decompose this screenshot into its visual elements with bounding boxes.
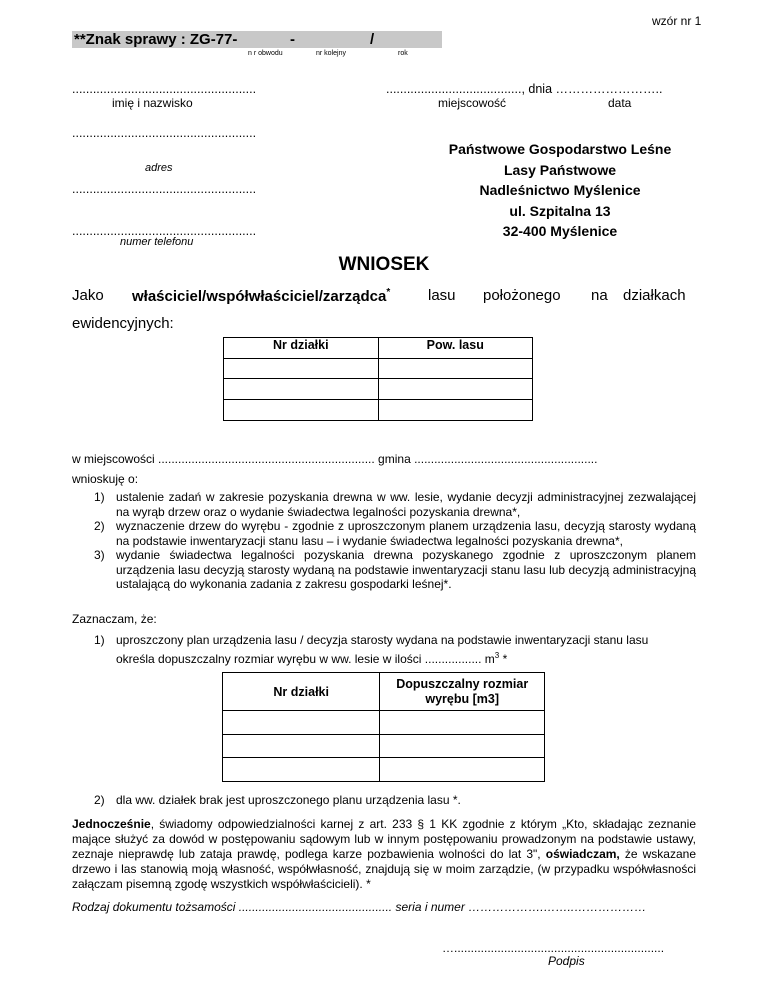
district-label: n r obwodu bbox=[248, 50, 283, 57]
page-title: WNIOSEK bbox=[338, 254, 430, 275]
table-cell[interactable] bbox=[224, 379, 379, 400]
declaration-bold-2: oświadczam, bbox=[545, 847, 620, 861]
intro-word: Jako bbox=[72, 287, 104, 304]
address-label: adres bbox=[145, 162, 173, 174]
table-cell[interactable] bbox=[378, 359, 532, 379]
table-cell[interactable] bbox=[223, 711, 380, 735]
intro-word: lasu bbox=[428, 287, 456, 304]
intro-word: działkach bbox=[623, 287, 686, 304]
template-label: wzór nr 1 bbox=[652, 14, 702, 28]
declaration bbox=[72, 817, 696, 892]
note-intro: Zaznaczam, że: bbox=[72, 612, 157, 626]
item-number: 2) bbox=[94, 519, 105, 533]
name-label: imię i nazwisko bbox=[112, 96, 193, 110]
sequence-label: nr kolejny bbox=[316, 50, 346, 57]
recipient-line: Nadleśnictwo Myślenice bbox=[479, 182, 641, 198]
item-text: wyznaczenie drzew do wyrębu - zgodnie z uproszczonym planem urządzenia lasu, decyzją starosty wydaną na podstawie inwentaryzacji stanu lasu – i wydanie świadectwa legalności pozyskania drewna*, bbox=[116, 519, 696, 548]
list-item bbox=[72, 548, 696, 592]
signature-line[interactable]: …............................................................... bbox=[442, 941, 665, 955]
table-cell[interactable] bbox=[380, 758, 545, 782]
item-text: ustalenie zadań w zakresie pozyskania drewna w ww. lesie, wydanie decyzji administracyjnej zezwalającej na wyrąb drzew oraz o wydanie świadectwa legalności pozyskania drewna*, bbox=[116, 490, 696, 519]
declaration-bold-1: Jednocześnie bbox=[72, 817, 151, 831]
case-number-slash: / bbox=[370, 31, 375, 48]
phone-label: numer telefonu bbox=[120, 236, 194, 248]
table-cell[interactable] bbox=[378, 400, 532, 421]
case-number-prefix: **Znak sprawy : ZG-77- bbox=[74, 31, 238, 48]
phone-line[interactable]: ..................................................... bbox=[72, 224, 257, 238]
address-line-2[interactable]: ..................................................... bbox=[72, 182, 257, 196]
name-line[interactable]: ..................................................... bbox=[72, 82, 257, 96]
table-header: Pow. lasu bbox=[378, 338, 532, 359]
table-cell[interactable] bbox=[223, 758, 380, 782]
list-item bbox=[72, 490, 696, 519]
table-cell[interactable] bbox=[223, 735, 380, 758]
request-intro: wnioskuję o: bbox=[72, 472, 139, 486]
id-series-field[interactable]: ……………….……..……………… bbox=[468, 900, 647, 914]
id-document-label: Rodzaj dokumentu tożsamości bbox=[72, 900, 236, 914]
signature-label: Podpis bbox=[548, 954, 585, 968]
role-text: właściciel/współwłaściciel/zarządca bbox=[132, 288, 387, 305]
id-document-line bbox=[72, 900, 646, 914]
item-number: 3) bbox=[94, 548, 105, 562]
case-number-dash: - bbox=[290, 31, 295, 48]
location-line[interactable]: w miejscowości ................................................................. gmina ....................................................... bbox=[72, 452, 598, 466]
date-label: data bbox=[608, 96, 632, 110]
place-date-line[interactable]: ......................................., dnia …………………….. bbox=[386, 82, 663, 96]
year-label: rok bbox=[398, 50, 408, 57]
address-line-1[interactable]: ..................................................... bbox=[72, 126, 257, 140]
list-item bbox=[72, 519, 696, 548]
recipient-line: Państwowe Gospodarstwo Leśne bbox=[448, 141, 672, 157]
recipient-address bbox=[430, 139, 690, 242]
role-star: * bbox=[386, 287, 391, 298]
place-label: miejscowość bbox=[438, 96, 507, 110]
intro-word: na bbox=[591, 287, 608, 304]
intro-line-2: ewidencyjnych: bbox=[72, 315, 174, 332]
note1-line1: uproszczony plan urządzenia lasu / decyzja starosty wydana na podstawie inwentaryzacji stanu lasu bbox=[116, 633, 649, 647]
item-text: wydanie świadectwa legalności pozyskania drewna pozyskanego zgodnie z uproszczonym planem urządzenia lasu decyzją starosty wydaną na podstawie inwentaryzacji stanu lasu lub decyzją administracyjną ustalającą do wykonania zadania z zakresu gospodarki leśnej*. bbox=[116, 548, 696, 591]
note1-tail: * bbox=[499, 652, 508, 666]
table-cell[interactable] bbox=[378, 379, 532, 400]
note2-number: 2) bbox=[94, 793, 105, 807]
request-list bbox=[72, 490, 696, 592]
note1-line2: określa dopuszczalny rozmiar wyrębu w ww. lesie w ilości ................. m bbox=[116, 652, 495, 666]
cubic-superscript: 3 bbox=[494, 651, 500, 660]
table-cell[interactable] bbox=[224, 400, 379, 421]
table-cell[interactable] bbox=[380, 735, 545, 758]
table-cell[interactable] bbox=[380, 711, 545, 735]
note1-line2-wrap bbox=[116, 648, 696, 667]
table-header: Dopuszczalny rozmiar wyrębu [m3] bbox=[380, 673, 545, 711]
intro-word: położonego bbox=[483, 287, 561, 304]
id-series-label: seria i numer bbox=[395, 900, 465, 914]
id-document-field[interactable]: .............................................. bbox=[238, 900, 393, 914]
recipient-line: 32-400 Myślenice bbox=[502, 223, 618, 239]
item-number: 1) bbox=[94, 490, 105, 504]
note1-number: 1) bbox=[94, 633, 105, 647]
table-header: Nr działki bbox=[224, 338, 379, 359]
table-cell[interactable] bbox=[224, 359, 379, 379]
recipient-line: ul. Szpitalna 13 bbox=[509, 202, 611, 219]
parcel-area-table bbox=[223, 337, 533, 421]
role-options bbox=[132, 287, 390, 305]
table-header: Nr działki bbox=[223, 673, 380, 711]
declaration-text-1: , świadomy odpowiedzialności karnej z art. 233 § 1 KK zgodnie z którym „Kto, składając zeznanie mające służyć za dowód w postępowaniu sądowym lub w innym postępowaniu prowadzonym na podstawie ustawy, zeznaje nieprawdę lub zataja prawdę, podlega karze pozbawienia wolności do lat 3", bbox=[72, 817, 696, 861]
note1-text bbox=[116, 633, 696, 667]
declaration-text-2: że wskazane drzewo i las stanowią moją własność, współwłasność, znajdują się w moim zarządzie, (w przypadku współwłasności załączam pisemną zgodę wszystkich współwłaścicieli). * bbox=[72, 847, 696, 891]
allowable-cut-table bbox=[222, 672, 545, 782]
recipient-line: Lasy Państwowe bbox=[503, 161, 617, 178]
note2-text: dla ww. działek brak jest uproszczonego planu urządzenia lasu *. bbox=[116, 793, 461, 807]
